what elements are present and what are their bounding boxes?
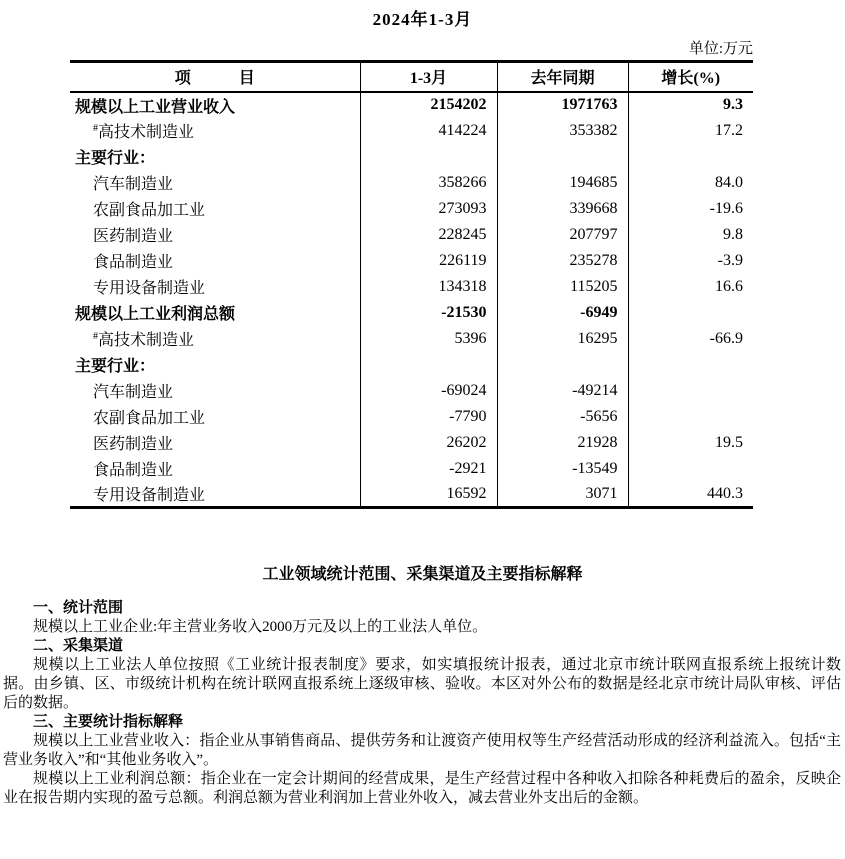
row-lastyear-value: -13549 xyxy=(497,456,628,482)
row-growth-value: 440.3 xyxy=(707,484,743,502)
table-row xyxy=(70,274,753,300)
row-current-value xyxy=(360,352,497,378)
table-row xyxy=(70,222,753,248)
table-row xyxy=(70,170,753,196)
row-lastyear-value: -49214 xyxy=(497,378,628,404)
row-lastyear-value: -6949 xyxy=(497,300,628,326)
row-current-value: -7790 xyxy=(360,404,497,430)
row-current-value: 226119 xyxy=(360,248,497,274)
row-current-value: 26202 xyxy=(360,430,497,456)
row-item-label: 专用设备制造业 xyxy=(93,280,206,297)
row-item-cell xyxy=(70,300,360,326)
row-item-label: 主要行业： xyxy=(75,150,156,167)
row-item-label: 主要行业： xyxy=(75,358,156,375)
table-row xyxy=(70,248,753,274)
note-paragraph: 规模以上工业营业收入：指企业从事销售商品、提供劳务和让渡资产使用权等生产经营活动形成的经济利益流入。包括“主营业务收入”和“其他业务收入”。 xyxy=(3,733,841,768)
row-growth-value: -19.6 xyxy=(709,199,743,217)
column-header-item: 项 目 xyxy=(70,62,360,92)
row-growth-value xyxy=(628,404,753,430)
row-item-label: 汽车制造业 xyxy=(93,176,174,193)
row-lastyear-value: 16295 xyxy=(497,326,628,352)
row-item-cell xyxy=(70,92,360,118)
unit-label: 单位:万元 xyxy=(688,41,753,57)
row-growth-value: 19.5 xyxy=(715,433,743,451)
row-item-cell xyxy=(70,274,360,300)
row-item-label: 农副食品加工业 xyxy=(93,410,206,427)
row-growth-value: 16.6 xyxy=(715,277,743,295)
row-item-label: 专用设备制造业 xyxy=(93,487,206,505)
table-header-row xyxy=(70,62,753,92)
row-current-value: -21530 xyxy=(360,300,497,326)
note-section-title: 一、统计范围 xyxy=(33,600,124,616)
row-growth-value xyxy=(628,300,753,326)
table-row xyxy=(70,430,753,456)
row-growth-value: 84.0 xyxy=(715,173,743,191)
row-item-label: 高技术制造业 xyxy=(98,332,195,349)
row-current-value: 5396 xyxy=(360,326,497,352)
table-row xyxy=(70,326,753,352)
row-lastyear-value: 207797 xyxy=(497,222,628,248)
row-item-label: 食品制造业 xyxy=(93,254,174,271)
row-item-cell xyxy=(70,222,360,248)
notes-body xyxy=(0,599,845,808)
table-row xyxy=(70,378,753,404)
row-current-value: 2154202 xyxy=(360,92,497,118)
row-current-value: -69024 xyxy=(360,378,497,404)
row-current-value: 16592 xyxy=(360,482,497,508)
row-lastyear-value: 353382 xyxy=(497,118,628,144)
row-item-cell xyxy=(70,118,360,144)
row-item-cell xyxy=(70,456,360,482)
row-growth-value xyxy=(628,456,753,482)
row-item-label: 食品制造业 xyxy=(93,462,174,479)
row-item-cell xyxy=(70,248,360,274)
table-row xyxy=(70,456,753,482)
table-row xyxy=(70,196,753,222)
hash-mark: # xyxy=(93,331,98,342)
row-lastyear-value: 194685 xyxy=(497,170,628,196)
note-section-title: 二、采集渠道 xyxy=(33,638,124,654)
note-paragraph: 规模以上工业企业:年主营业务收入2000万元及以上的工业法人单位。 xyxy=(33,619,488,635)
row-growth-value xyxy=(628,352,753,378)
industry-stats-table xyxy=(70,60,753,509)
table-row xyxy=(70,300,753,326)
row-lastyear-value xyxy=(497,144,628,170)
notes-heading: 工业领域统计范围、采集渠道及主要指标解释 xyxy=(262,566,583,583)
row-item-label: 医药制造业 xyxy=(93,436,174,453)
row-current-value: 358266 xyxy=(360,170,497,196)
row-item-cell xyxy=(70,430,360,456)
row-current-value xyxy=(360,144,497,170)
row-growth-value: -66.9 xyxy=(709,329,743,347)
row-lastyear-value: -5656 xyxy=(497,404,628,430)
row-lastyear-value: 235278 xyxy=(497,248,628,274)
row-current-value: 273093 xyxy=(360,196,497,222)
row-item-label: 汽车制造业 xyxy=(93,384,174,401)
row-lastyear-value: 339668 xyxy=(497,196,628,222)
note-paragraph: 规模以上工业利润总额：指企业在一定会计期间的经营成果，是生产经营过程中各种收入扣除各种耗费后的盈余，反映企业在报告期内实现的盈亏总额。利润总额为营业利润加上营业外收入，减去营业外支出后的金额。 xyxy=(3,771,841,806)
hash-mark: # xyxy=(93,123,98,134)
row-item-label: 农副食品加工业 xyxy=(93,202,206,219)
row-item-label: 高技术制造业 xyxy=(98,124,195,141)
row-item-label: 医药制造业 xyxy=(93,228,174,245)
row-lastyear-value: 115205 xyxy=(497,274,628,300)
page-title: 2024年1-3月 xyxy=(372,10,473,29)
row-lastyear-value: 21928 xyxy=(497,430,628,456)
row-item-label: 规模以上工业利润总额 xyxy=(75,306,236,323)
row-growth-value xyxy=(628,378,753,404)
row-item-cell xyxy=(70,144,360,170)
row-item-cell xyxy=(70,352,360,378)
row-lastyear-value: 3071 xyxy=(497,482,628,508)
column-header-last-year: 去年同期 xyxy=(497,62,628,92)
note-section-title: 三、主要统计指标解释 xyxy=(33,714,184,730)
row-lastyear-value xyxy=(497,352,628,378)
table-row xyxy=(70,144,753,170)
row-current-value: 134318 xyxy=(360,274,497,300)
row-lastyear-value: 1971763 xyxy=(497,92,628,118)
row-item-cell xyxy=(70,196,360,222)
row-item-cell xyxy=(70,170,360,196)
row-item-cell xyxy=(70,378,360,404)
row-growth-value: 9.3 xyxy=(723,96,743,113)
row-item-label: 规模以上工业营业收入 xyxy=(75,98,236,116)
column-header-growth: 增长(%) xyxy=(628,62,753,92)
note-paragraph: 规模以上工业法人单位按照《工业统计报表制度》要求，如实填报统计报表，通过北京市统计联网直报系统上报统计数据。由乡镇、区、市级统计机构在统计联网直报系统上逐级审核、验收。本区对外公布的数据是经北京市统计局队审核、评估后的数据。 xyxy=(3,657,841,711)
row-current-value: 228245 xyxy=(360,222,497,248)
row-growth-value: -3.9 xyxy=(717,251,743,269)
row-growth-value: 17.2 xyxy=(715,121,743,139)
row-item-cell xyxy=(70,482,360,508)
row-growth-value xyxy=(628,144,753,170)
table-row xyxy=(70,352,753,378)
row-current-value: 414224 xyxy=(360,118,497,144)
table-row xyxy=(70,92,753,118)
row-growth-value: 9.8 xyxy=(723,225,743,243)
column-header-current-period: 1-3月 xyxy=(360,62,497,92)
table-row xyxy=(70,404,753,430)
table-row xyxy=(70,118,753,144)
row-current-value: -2921 xyxy=(360,456,497,482)
row-item-cell xyxy=(70,326,360,352)
table-body xyxy=(70,92,753,508)
table-row xyxy=(70,482,753,508)
row-item-cell xyxy=(70,404,360,430)
